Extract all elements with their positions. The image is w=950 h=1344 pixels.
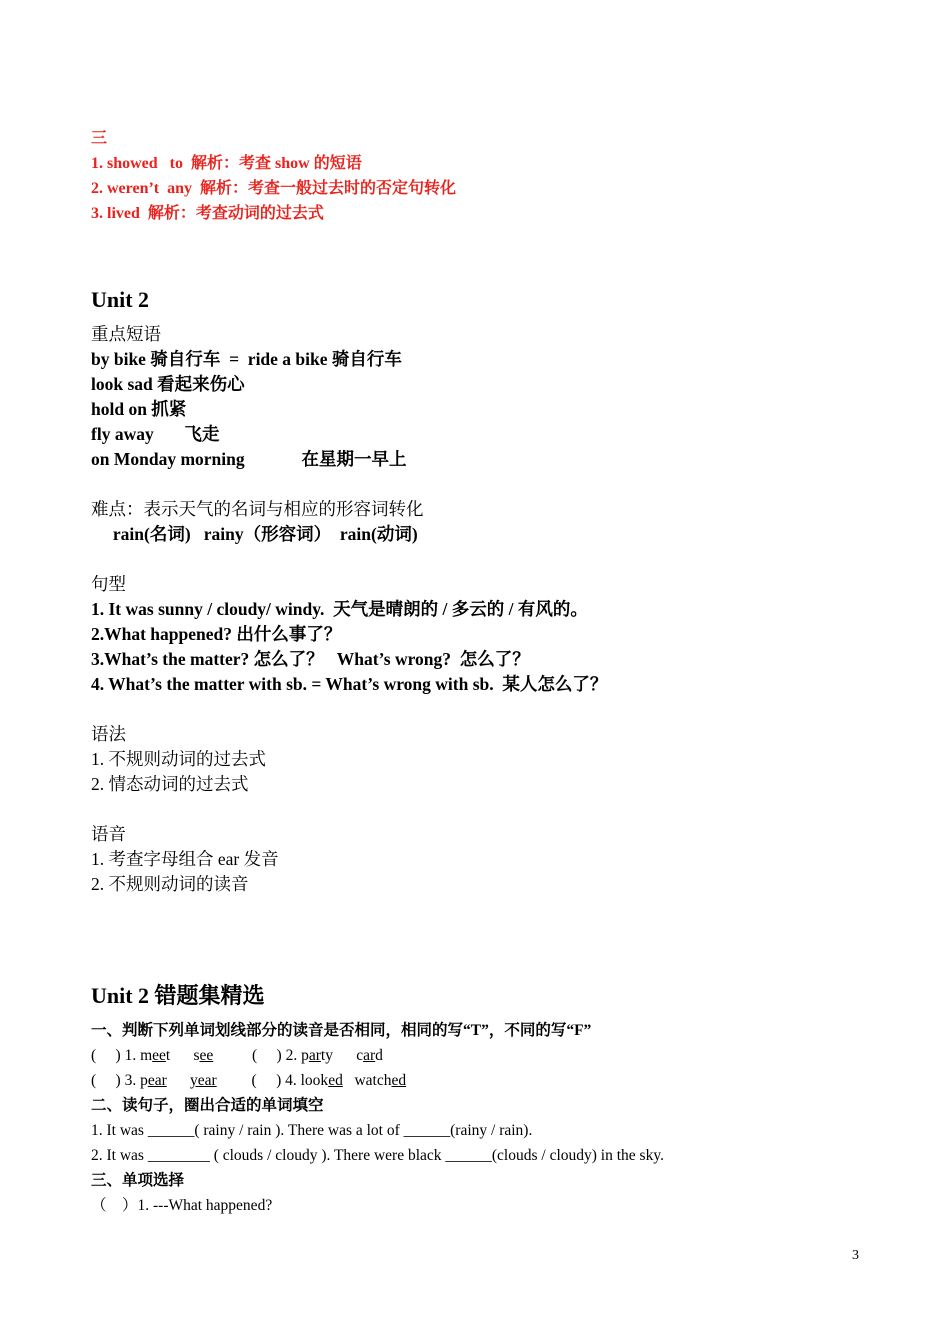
question-2-item-2: 2. It was ________ ( clouds / cloudy ). There were black ______(clouds / cloudy) in the sky. — [91, 1147, 664, 1164]
unit2-heading: Unit 2 — [91, 287, 150, 312]
question-2-title: 二、读句子，圈出合适的单词填空 — [91, 1097, 324, 1114]
pronunciation-2: 2. 不规则动词的读音 — [91, 874, 249, 894]
phrase-5: on Monday morning 在星期一早上 — [91, 449, 407, 469]
answer-2: 2. weren’t any 解析：考查一般过去时的否定句转化 — [91, 180, 457, 197]
phrase-3: hold on 抓紧 — [91, 399, 187, 419]
question-1-row-2: ( ) 3. pear year ( ) 4. looked watched — [91, 1072, 407, 1089]
page-number: 3 — [852, 1248, 859, 1263]
document-page — [91, 126, 871, 1218]
question-2-item-1: 1. It was ______( rainy / rain ). There was a lot of ______(rainy / rain). — [91, 1122, 533, 1139]
phrase-2: look sad 看起来伤心 — [91, 374, 245, 394]
section-3-title: 三 — [91, 130, 108, 147]
grammar-title: 语法 — [91, 724, 126, 744]
question-3-item-1: （ ）1. ---What happened? — [91, 1197, 273, 1214]
difficulty-title: 难点：表示天气的名词与相应的形容词转化 — [91, 499, 424, 519]
sentence-2: 2.What happened? 出什么事了？ — [91, 624, 342, 644]
question-1-title: 一、判断下列单词划线部分的读音是否相同，相同的写“T”，不同的写“F” — [91, 1022, 592, 1039]
phrase-4: fly away 飞走 — [91, 424, 220, 444]
grammar-2: 2. 情态动词的过去式 — [91, 774, 249, 794]
pronunciation-title: 语音 — [91, 824, 126, 844]
phrases-title: 重点短语 — [91, 324, 161, 344]
difficulty-line: rain(名词) rainy（形容词） rain(动词) — [91, 524, 418, 544]
sentence-4: 4. What’s the matter with sb. = What’s wrong with sb. 某人怎么了？ — [91, 674, 608, 694]
answer-3: 3. lived 解析：考查动词的过去式 — [91, 205, 324, 222]
question-1-row-1: ( ) 1. meet see ( ) 2. party card — [91, 1047, 383, 1064]
sentence-title: 句型 — [91, 574, 126, 594]
pronunciation-1: 1. 考查字母组合 ear 发音 — [91, 849, 279, 869]
question-3-title: 三、单项选择 — [91, 1172, 185, 1189]
errors-heading: Unit 2 错题集精选 — [91, 983, 265, 1008]
sentence-1: 1. It was sunny / cloudy/ windy. 天气是晴朗的 / 多云的 / 有风的。 — [91, 599, 588, 619]
phrase-1: by bike 骑自行车 = ride a bike 骑自行车 — [91, 349, 402, 369]
answer-1: 1. showed to 解析：考查 show 的短语 — [91, 155, 362, 172]
sentence-3: 3.What’s the matter? 怎么了？ What’s wrong? 怎么了？ — [91, 649, 530, 669]
grammar-1: 1. 不规则动词的过去式 — [91, 749, 266, 769]
